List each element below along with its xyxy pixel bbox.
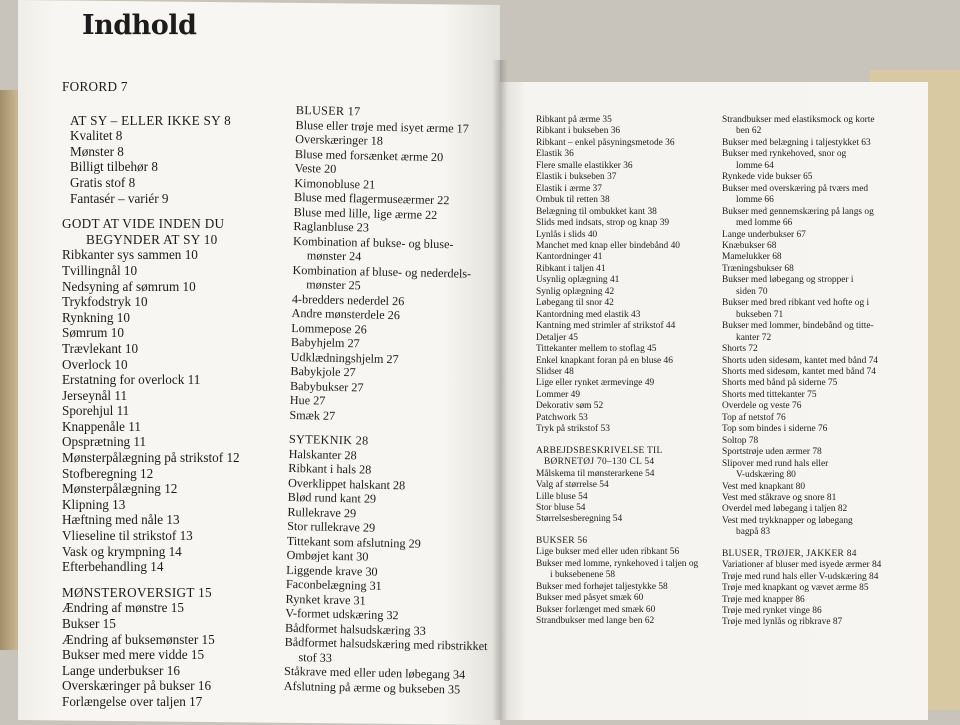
toc-entry: Ståkrave med eller uden løbegang 34: [283, 663, 466, 682]
toc-entry: Faconbelægning 31: [285, 576, 382, 593]
toc-entry: Stor bluse 54: [536, 502, 586, 513]
toc-entry: Lille bluse 54: [536, 491, 588, 502]
toc-entry: Babykjole 27: [290, 363, 356, 380]
toc-entry: Kimonobluse 21: [294, 175, 376, 192]
toc-entry: Knappenåle 11: [62, 418, 141, 434]
page-title: Indhold: [82, 10, 197, 41]
toc-entry: Bukser med lomme, rynkehoved i taljen og: [536, 558, 699, 569]
toc-entry: Trøje med knapkant og vævet ærme 85: [722, 583, 869, 594]
toc-entry: Lige bukser med eller uden ribkant 56: [536, 547, 680, 558]
toc-entry: Top af netstof 76: [722, 412, 786, 423]
toc-entry: Trøje med lynlås og ribkrave 87: [722, 617, 843, 628]
toc-entry: Shorts uden sidesøm, kantet med bånd 74: [722, 355, 878, 366]
toc-entry: Bådformet halsudskæring med ribstrikket: [284, 634, 488, 654]
toc-entry: Tryk på strikstof 53: [536, 424, 610, 435]
toc-entry: ben 62: [736, 126, 762, 137]
toc-column-left-1: [62, 80, 240, 711]
toc-entry: Babybukser 27: [289, 378, 364, 394]
toc-entry: Forlængelse over taljen 17: [62, 693, 203, 709]
toc-entry: Shorts med sidesøm, kantet med bånd 74: [722, 366, 876, 377]
toc-entry: Shorts 72: [722, 344, 758, 355]
toc-entry: Opsprætning 11: [62, 434, 147, 450]
toc-entry: Overdele og veste 76: [722, 401, 802, 412]
toc-entry: siden 70: [736, 286, 768, 297]
toc-entry: Bukser med løbegang og stropper i: [722, 275, 854, 286]
toc-entry: bagpå 83: [736, 527, 771, 538]
toc-entry: Kvalitet 8: [70, 128, 123, 144]
toc-entry: Liggende krave 30: [286, 562, 378, 579]
toc-section-heading: SYTEKNIK 28: [288, 431, 369, 448]
toc-entry: Ribkanter sys sammen 10: [62, 247, 198, 263]
toc-entry: Shorts med bånd på siderne 75: [722, 378, 838, 389]
toc-entry: Bukser med forhøjet taljestykke 58: [536, 581, 668, 592]
toc-entry: Vask og krympning 14: [62, 543, 182, 559]
toc-entry: Nedsyning af sømrum 10: [62, 278, 196, 294]
toc-entry: Knæbukser 68: [722, 240, 777, 251]
toc-entry: Usynlig oplægning 41: [536, 275, 620, 286]
toc-entry: Shorts med tittekanter 75: [722, 389, 817, 400]
toc-entry: Strandbukser med lange ben 62: [536, 616, 655, 627]
toc-entry: Valg af størrelse 54: [536, 480, 609, 491]
toc-entry: Gratis stof 8: [70, 174, 136, 190]
toc-entry: Bukser forlænget med smæk 60: [536, 604, 656, 615]
toc-entry: Overdel med løbegang i taljen 82: [722, 504, 848, 515]
toc-entry: Udklædningshjelm 27: [290, 349, 399, 366]
toc-section-heading: BØRNETØJ 70–130 CL 54: [544, 457, 655, 468]
toc-entry: Trøje med rund hals eller V-udskæring 84: [722, 571, 879, 582]
toc-entry: Overlock 10: [62, 356, 128, 372]
toc-entry: Bluse med flagermuseærmer 22: [293, 189, 450, 208]
toc-entry: Bådformet halsudskæring 33: [284, 620, 426, 638]
toc-entry: Top som bindes i siderne 76: [722, 424, 828, 435]
toc-entry: Overklippet halskant 28: [287, 475, 406, 492]
toc-entry: Ribkant i taljen 41: [536, 263, 606, 274]
toc-entry: mønster 24: [306, 248, 362, 264]
toc-entry: Enkel knapkant foran på en bluse 46: [536, 355, 673, 366]
toc-entry: Overskæringer på bukser 16: [62, 678, 212, 694]
toc-entry: Slids med indsats, strop og knap 39: [536, 218, 670, 229]
toc-entry: Lommepose 26: [291, 320, 367, 337]
toc-entry: Tittekanter mellem to stoflag 45: [536, 344, 657, 355]
toc-entry: Slidser 48: [536, 366, 574, 377]
toc-entry: lomme 66: [736, 195, 774, 206]
toc-entry: V-formet udskæring 32: [285, 605, 399, 623]
toc-entry: Kantordning med elastik 43: [536, 309, 641, 320]
toc-entry: Lige eller rynket ærmevinge 49: [536, 378, 655, 389]
toc-entry: Bluse med forsænket ærme 20: [294, 146, 444, 164]
toc-entry: Elastik i ærme 37: [536, 183, 602, 194]
toc-entry: Kantning med strimler af strikstof 44: [536, 321, 676, 332]
toc-entry: Ribkant på ærme 35: [536, 115, 612, 125]
toc-entry: Løbegang til snor 42: [536, 298, 614, 309]
toc-column-left-2: [284, 104, 499, 698]
toc-entry: Trøje med rynket vinge 86: [722, 606, 822, 617]
toc-entry: Kombination af bukse- og bluse-: [292, 233, 454, 251]
toc-entry: Lange underbukser 16: [62, 662, 180, 678]
toc-entry: Målskema til mønsterarkene 54: [536, 468, 655, 479]
toc-entry: Synlig oplægning 42: [536, 286, 615, 297]
toc-entry: Vlieseline til strikstof 13: [62, 528, 193, 544]
toc-entry: Fantasér – variér 9: [70, 190, 169, 206]
toc-entry: Sporehjul 11: [62, 403, 130, 419]
toc-entry: Patchwork 53: [536, 412, 588, 423]
toc-entry: bukseben 71: [736, 309, 784, 320]
toc-entry: Tittekant som afslutning 29: [286, 533, 421, 551]
toc-entry: Veste 20: [294, 160, 337, 176]
toc-entry: Vest med ståkrave og snore 81: [722, 492, 837, 503]
toc-column-right-1: [536, 116, 698, 628]
toc-entry: Overskæringer 18: [295, 131, 384, 148]
toc-entry: Dekorativ søm 52: [536, 401, 604, 412]
toc-entry: Detaljer 45: [536, 332, 578, 343]
toc-entry: Hue 27: [289, 392, 326, 408]
toc-entry: med lomme 66: [736, 218, 793, 229]
toc-entry: Bukser med gennemskæring på langs og: [722, 206, 874, 217]
toc-entry: Erstatning for overlock 11: [62, 372, 201, 388]
toc-entry: Flere smalle elastikker 36: [536, 160, 633, 171]
toc-entry: Træningsbukser 68: [722, 263, 794, 274]
toc-entry: Stofberegning 12: [62, 465, 154, 481]
toc-entry: Trøje med knapper 86: [722, 594, 805, 605]
toc-entry: Bukser med rynkehoved, snor og: [722, 149, 847, 160]
toc-entry: Rynkning 10: [62, 309, 130, 325]
toc-entry: Bukser med belægning i taljestykket 63: [722, 137, 871, 148]
toc-entry: Lange underbukser 67: [722, 229, 806, 240]
toc-entry: Bukser 15: [62, 616, 116, 631]
toc-entry: Lynlås i slids 40: [536, 229, 598, 240]
toc-entry: Trævlekant 10: [62, 340, 139, 356]
toc-entry: Lommer 49: [536, 389, 581, 400]
toc-entry: Kantordninger 41: [536, 252, 603, 263]
toc-entry: Vest med knapkant 80: [722, 481, 806, 492]
toc-entry: Kombination af bluse- og nederdels-: [292, 262, 472, 281]
toc-entry: Mønster 8: [70, 143, 124, 159]
toc-entry: Rynket krave 31: [285, 591, 366, 608]
toc-entry: Ribkant i bukseben 36: [536, 126, 621, 137]
toc-entry: Mønsterpålægning 12: [62, 481, 178, 497]
toc-entry: Halskanter 28: [288, 446, 357, 462]
toc-entry: Tvillingnål 10: [62, 262, 138, 278]
toc-entry: Bluse eller trøje med isyet ærme 17: [295, 117, 469, 136]
toc-entry: Ombøjet kant 30: [286, 547, 369, 564]
toc-entry: Trykfodstryk 10: [62, 294, 148, 310]
toc-entry: Babyhjelm 27: [290, 334, 360, 351]
toc-entry: Stor rullekrave 29: [287, 518, 376, 535]
toc-entry: Størrelsesberegning 54: [536, 514, 623, 525]
toc-entry: Raglanbluse 23: [293, 218, 370, 235]
toc-entry: Bukser med mere vidde 15: [62, 647, 205, 663]
toc-spacer: [62, 96, 240, 114]
toc-entry: kanter 72: [736, 332, 772, 343]
toc-section-heading: AT SY – ELLER IKKE SY 8: [70, 112, 231, 128]
toc-entry: Strandbukser med elastiksmock og korte: [722, 115, 875, 125]
toc-entry: Bukser med lommer, bindebånd og titte-: [722, 321, 874, 332]
toc-entry: Elastik i bukseben 37: [536, 172, 617, 183]
toc-section-heading: GODT AT VIDE INDEN DU: [62, 216, 225, 232]
toc-entry: Afslutning på ærme og bukseben 35: [283, 678, 461, 697]
toc-section-heading: BUKSER 56: [536, 535, 588, 546]
toc-entry: Elastik 36: [536, 149, 574, 160]
toc-entry: Soltop 78: [722, 435, 759, 446]
toc-entry: Rullekrave 29: [287, 504, 357, 520]
toc-entry: Sømrum 10: [62, 325, 124, 341]
toc-section-heading: FORORD 7: [62, 79, 128, 94]
toc-section-heading: MØNSTEROVERSIGT 15: [62, 584, 212, 600]
toc-column-right-2: [722, 116, 881, 630]
toc-entry: Andre mønsterdele 26: [291, 305, 401, 323]
toc-entry: Klipning 13: [62, 496, 126, 512]
toc-entry: Ændring af buksemønster 15: [62, 631, 215, 647]
toc-entry: Bukser med bred ribkant ved hofte og i: [722, 298, 870, 309]
toc-section-heading: BLUSER, TRØJER, JAKKER 84: [722, 548, 857, 559]
toc-entry: Smæk 27: [289, 407, 336, 423]
toc-entry: lomme 64: [736, 160, 774, 171]
toc-entry: Bukser med påsyet smæk 60: [536, 593, 644, 604]
toc-entry: Manchet med knap eller bindebånd 40: [536, 240, 680, 251]
toc-section-heading: BLUSER 17: [295, 103, 361, 119]
toc-entry: i buksebenene 58: [550, 570, 616, 581]
toc-entry: Variationer af bluser med isyede ærmer 84: [722, 560, 882, 571]
toc-entry: Rynkede vide bukser 65: [722, 172, 813, 183]
toc-entry: Slipover med rund hals eller: [722, 458, 829, 469]
toc-entry: Ribkant i hals 28: [288, 460, 372, 477]
toc-entry: Efterbehandling 14: [62, 559, 164, 575]
toc-entry: mønster 25: [306, 277, 361, 293]
toc-section-heading: BEGYNDER AT SY 10: [86, 231, 218, 247]
toc-entry: Ombuk til retten 38: [536, 195, 610, 206]
toc-section-heading: ARBEJDSBESKRIVELSE TIL: [536, 445, 663, 456]
toc-entry: Belægning til ombukket kant 38: [536, 206, 657, 217]
toc-entry: Hæftning med nåle 13: [62, 512, 180, 528]
toc-entry: Sportstrøje uden ærmer 78: [722, 447, 822, 458]
toc-entry: Ændring af mønstre 15: [62, 600, 184, 616]
toc-entry: Bluse med lille, lige ærme 22: [293, 204, 438, 222]
toc-entry: Mønsterpålægning på strikstof 12: [62, 450, 240, 466]
toc-entry: Jerseynål 11: [62, 387, 128, 403]
toc-entry: V-udskæring 80: [736, 470, 796, 481]
toc-entry: 4-bredders nederdel 26: [291, 291, 405, 308]
toc-entry: Billigt tilbehør 8: [70, 159, 158, 175]
toc-entry: Mamelukker 68: [722, 252, 782, 263]
toc-entry: Blød rund kant 29: [287, 489, 377, 506]
toc-entry: Bukser med overskæring på tværs med: [722, 183, 869, 194]
toc-entry: Ribkant – enkel påsyningsmetode 36: [536, 137, 675, 148]
toc-entry: Vest med trykknapper og løbegang: [722, 515, 853, 526]
toc-entry: stof 33: [298, 649, 333, 665]
